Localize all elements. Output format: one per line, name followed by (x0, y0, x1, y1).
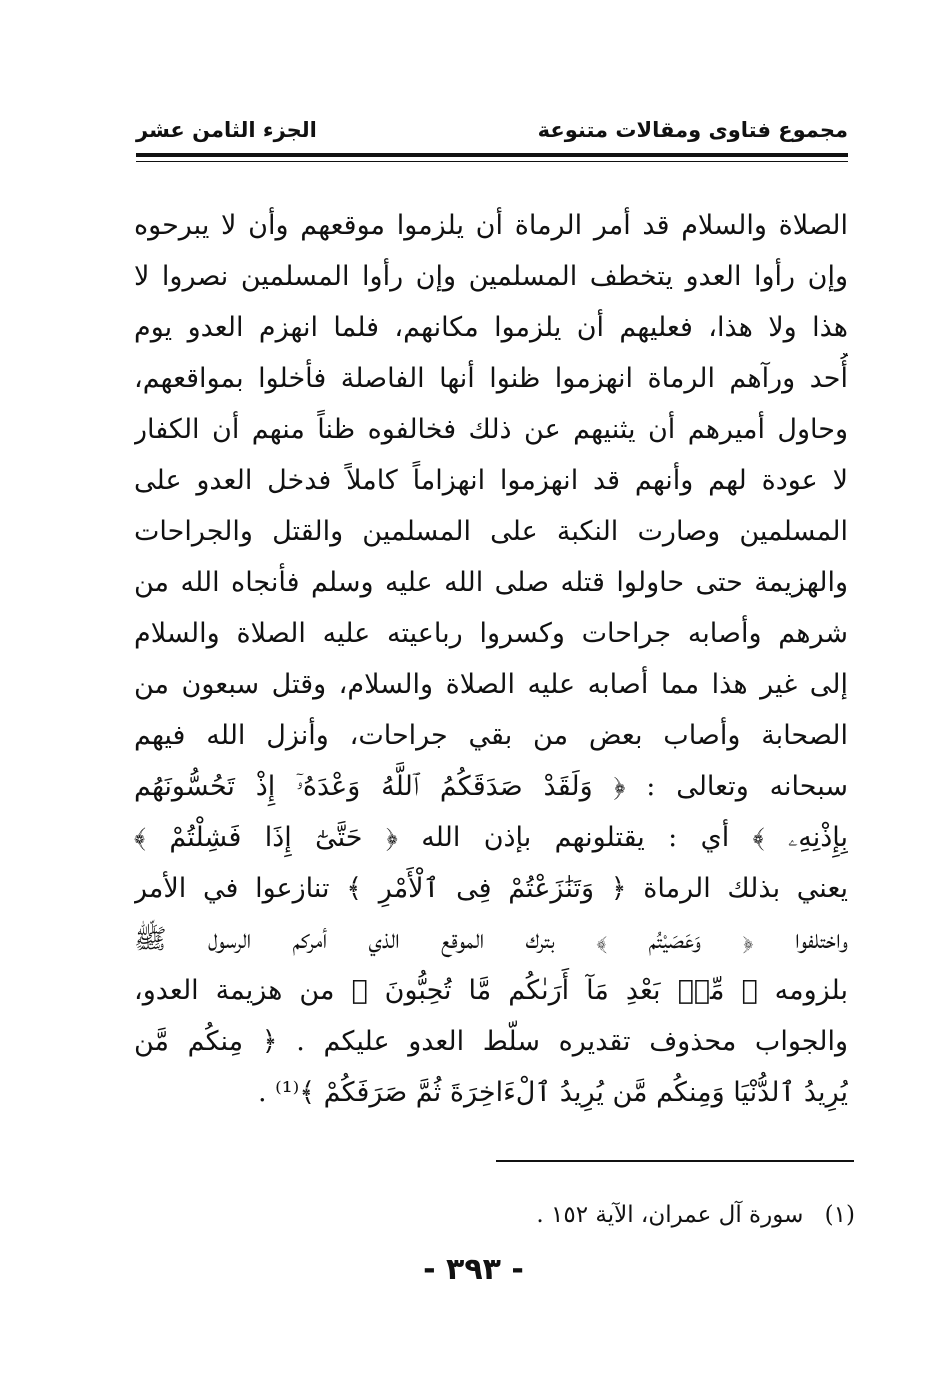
body-line: وإن رأوا العدو يتخطف المسلمين وإن رأوا المسلمين نصروا لا (134, 261, 848, 292)
quran-verse-line: بلزومه ﴿ مِّنۢ بَعْدِ مَآ أَرَىٰكُم مَّا تُحِبُّونَ ﴾ من هزيمة العدو، (134, 975, 848, 1006)
footnote-text: سورة آل عمران، الآية ١٥٢ . (536, 1202, 804, 1228)
body-line: المسلمين وصارت النكبة على المسلمين والقتل والجراحات (134, 516, 848, 547)
book-title: مجموع فتاوى ومقالات متنوعة (537, 118, 848, 142)
running-header (136, 112, 848, 152)
body-line: أُحد ورآهم الرماة انهزموا ظنوا أنها الفاصلة فأخلوا بمواقعهم، (134, 363, 848, 394)
footnote (536, 1202, 855, 1228)
body-line: وحاول أميرهم أن يثنيهم عن ذلك فخالفوه ظناً منهم أن الكفار (134, 414, 848, 445)
quran-verse-line: يُرِيدُ ٱلدُّنْيَا وَمِنكُم مَّن يُرِيدُ ٱلْءَاخِرَةَ ثُمَّ صَرَفَكُمْ ﴾⁽¹⁾ . (257, 1077, 848, 1108)
quran-verse-line: بِإِذْنِهِۦ ﴾ أي : يقتلونهم بإذن الله ﴿ حَتَّىٰٓ إِذَا فَشِلْتُمْ ﴾ (134, 822, 848, 853)
body-text (134, 200, 848, 1118)
quran-verse-line: سبحانه وتعالى : ﴿ وَلَقَدْ صَدَقَكُمُ ٱللَّهُ وَعْدَهُۥٓ إِذْ تَحُسُّونَهُم (134, 771, 848, 802)
body-line: شرهم وأصابه جراحات وكسروا رباعيته عليه الصلاة والسلام (134, 618, 848, 649)
footnote-separator (496, 1160, 854, 1162)
body-line: الصحابة وأصاب بعض من بقي جراحات، وأنزل الله فيهم (134, 720, 848, 751)
body-line: والهزيمة حتى حاولوا قتله صلى الله عليه وسلم فأنجاه الله من (134, 567, 848, 598)
header-rule-thick (136, 153, 848, 157)
quran-verse-line: يعني بذلك الرماة ﴿ وَتَنَٰزَعْتُمْ فِى ٱلْأَمْرِ ﴾ تنازعوا في الأمر (134, 873, 848, 904)
page-number: - ٣٩٣ - (423, 1252, 524, 1287)
body-line: الصلاة والسلام قد أمر الرماة أن يلزموا موقعهم وأن لا يبرحوه (134, 210, 848, 241)
body-line: لا عودة لهم وأنهم قد انهزموا انهزاماً كاملاً فدخل العدو على (134, 465, 848, 496)
header-rule-thin (136, 161, 848, 162)
quran-verse-line: واختلفوا ﴿ وَعَصَيْتُم ﴾ بترك الموقع الذي أمركم الرسول ﷺ (134, 924, 848, 955)
body-line: هذا ولا هذا، فعليهم أن يلزموا مكانهم، فلما انهزم العدو يوم (134, 312, 848, 343)
body-line: إلى غير هذا مما أصابه عليه الصلاة والسلام، وقتل سبعون من (134, 669, 848, 700)
footnote-number: (١) (824, 1202, 855, 1228)
quran-verse-line: والجواب محذوف تقديره سلّط العدو عليكم . ﴿ مِنكُم مَّن (134, 1026, 848, 1057)
volume-label: الجزء الثامن عشر (136, 118, 317, 142)
